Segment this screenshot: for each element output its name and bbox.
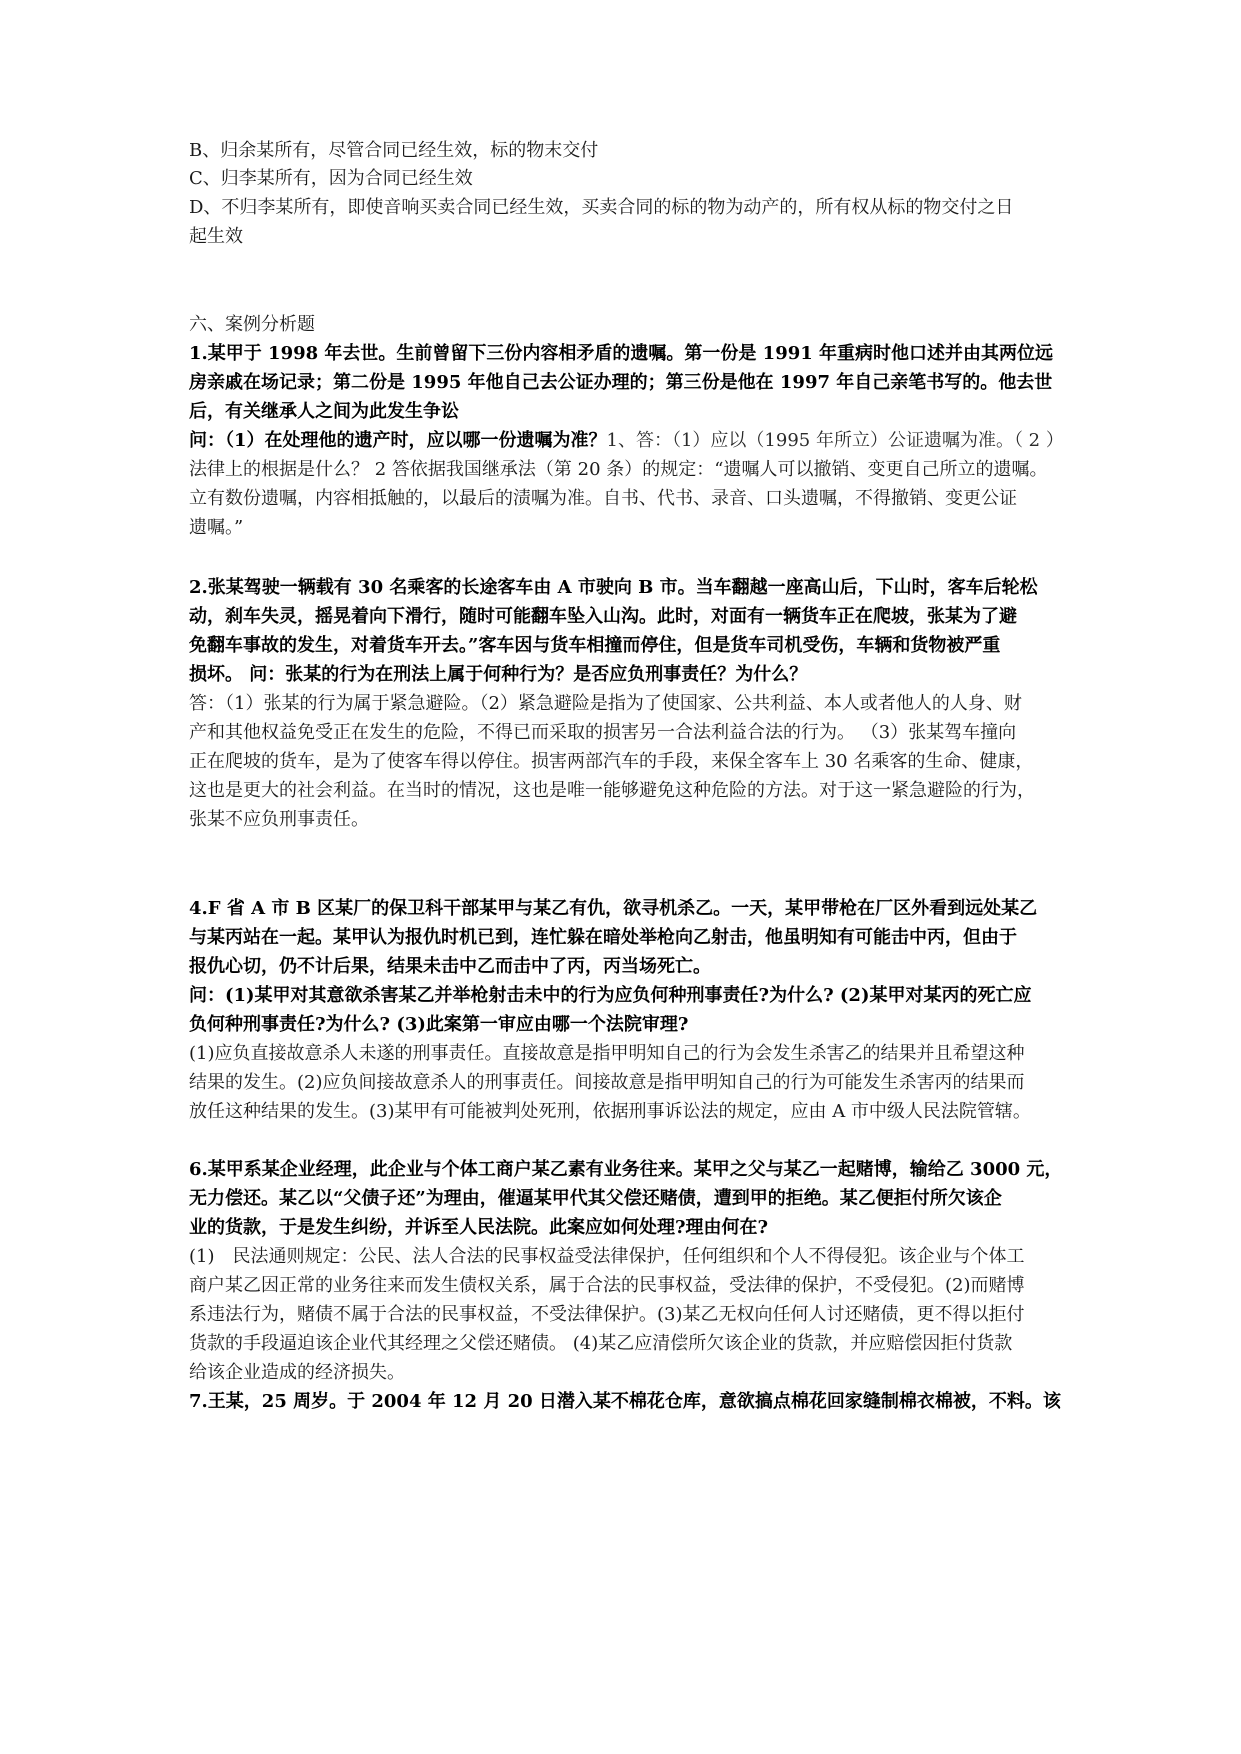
case4-answer: 放任这种结果的发生。(3)某甲有可能被判处死刑，依据刑事诉讼法的规定，应由 A 市中级人民法院管辖。 [189, 1101, 1031, 1122]
case6-answer: 给该企业造成的经济损失。 [189, 1362, 405, 1383]
option-c: C、归李某所有，因为合同已经生效 [189, 168, 473, 189]
case1-answer: 法律上的根据是什么？ 2 答依据我国继承法（第 20 条）的规定：“遗嘱人可以撤销、变更自己所立的遗嘱。 [189, 459, 1048, 480]
case6-question: 无力偿还。某乙以“父债子还”为理由，催逼某甲代其父偿还赌债，遭到甲的拒绝。某乙便拒付所欠该企 [189, 1188, 1002, 1209]
case4-ask: 问：(1)某甲对其意欲杀害某乙并举枪射击未中的行为应负何种刑事责任?为什么? (2)某甲对某丙的死亡应 [189, 985, 1032, 1006]
case6-answer: 系违法行为，赌债不属于合法的民事权益，不受法律保护。(3)某乙无权向任何人讨还赌债，更不得以拒付 [189, 1304, 1025, 1325]
option-d-cont: 起生效 [189, 226, 243, 247]
case4-answer: 结果的发生。(2)应负间接故意杀人的刑事责任。间接故意是指甲明知自己的行为可能发生杀害丙的结果而 [189, 1072, 1025, 1093]
case2-answer: 正在爬坡的货车，是为了使客车得以停住。损害两部汽车的手段，来保全客车上 30 名乘客的生命、健康， [189, 751, 1034, 772]
case4-ask: 负何种刑事责任?为什么? (3)此案第一审应由哪一个法院审理? [189, 1014, 689, 1035]
case6-answer: (1) 民法通则规定：公民、法人合法的民事权益受法律保护，任何组织和个人不得侵犯。该企业与个体工 [189, 1246, 1025, 1267]
case1-question: 房亲戚在场记录；第二份是 1995 年他自己去公证办理的；第三份是他在 1997 年自己亲笔书写的。他去世 [189, 372, 1053, 393]
case7-question: 7.王某，25 周岁。于 2004 年 12 月 20 日潜入某不棉花仓库，意欲搞点棉花回家缝制棉衣棉被，不料。该 [189, 1391, 1061, 1412]
case4-question: 报仇心切，仍不计后果，结果未击中乙而击中了丙，丙当场死亡。 [189, 956, 711, 977]
case1-ask: 问：（1）在处理他的遗产时，应以哪一份遗嘱为准？ [189, 430, 607, 451]
section-heading: 六、案例分析题 [189, 314, 315, 335]
case2-answer: 产和其他权益免受正在发生的危险，不得已而采取的损害另一合法利益合法的行为。 （3）张某驾车撞向 [189, 722, 1017, 743]
case2-question: 免翻车事故的发生，对着货车开去。”客车因与货车相撞而停住，但是货车司机受伤，车辆和货物被严重 [189, 635, 1001, 656]
case1-answer: 遗嘱。” [189, 517, 244, 538]
case4-question: 与某丙站在一起。某甲认为报仇时机已到，连忙躲在暗处举枪向乙射击，他虽明知有可能击中丙，但由于 [189, 927, 1017, 948]
case2-answer: 这也是更大的社会利益。在当时的情况，这也是唯一能够避免这种危险的方法。对于这一紧急避险的行为， [189, 780, 1035, 801]
case2-answer: 答：（1）张某的行为属于紧急避险。（2）紧急避险是指为了使国家、公共利益、本人或者他人的人身、财 [189, 693, 1022, 714]
case1-answer-start: 1、答：（1）应以（1995 年所立）公证遗嘱为准。（ 2 ） [606, 430, 1064, 451]
case4-question: 4.F 省 A 市 B 区某厂的保卫科干部某甲与某乙有仇，欲寻机杀乙。一天，某甲带枪在厂区外看到远处某乙 [189, 898, 1038, 919]
case6-answer: 货款的手段逼迫该企业代其经理之父偿还赌债。 (4)某乙应清偿所欠该企业的货款，并应赔偿因拒付货款 [189, 1333, 1013, 1354]
case6-question: 6.某甲系某企业经理，此企业与个体工商户某乙素有业务往来。某甲之父与某乙一起赌博，输给乙 3000 元， [189, 1159, 1063, 1180]
case1-ask-line [189, 430, 1069, 452]
case2-question: 动，刹车失灵，摇晃着向下滑行，随时可能翻车坠入山沟。此时，对面有一辆货车正在爬坡，张某为了避 [189, 606, 1017, 627]
option-d: D、不归李某所有，即使音响买卖合同已经生效，买卖合同的标的物为动产的，所有权从标的物交付之日 [189, 197, 1014, 218]
case2-answer: 张某不应负刑事责任。 [189, 809, 369, 830]
case1-question: 后，有关继承人之间为此发生争讼 [189, 401, 459, 422]
case2-question: 损坏。 问：张某的行为在刑法上属于何种行为？是否应负刑事责任？为什么？ [189, 664, 808, 685]
case6-answer: 商户某乙因正常的业务往来而发生债权关系，属于合法的民事权益，受法律的保护，不受侵犯。(2)而赌博 [189, 1275, 1025, 1296]
case1-answer: 立有数份遗嘱，内容相抵触的，以最后的渍嘱为准。自书、代书、录音、口头遗嘱，不得撤销、变更公证 [189, 488, 1017, 509]
case6-question: 业的货款，于是发生纠纷，并诉至人民法院。此案应如何处理?理由何在? [189, 1217, 769, 1238]
case1-question: 1.某甲于 1998 年去世。生前曾留下三份内容相矛盾的遗嘱。第一份是 1991 年重病时他口述并由其两位远 [189, 343, 1054, 364]
option-b: B、归余某所有，尽管合同已经生效，标的物末交付 [189, 140, 599, 161]
case4-answer: (1)应负直接故意杀人未遂的刑事责任。直接故意是指甲明知自己的行为会发生杀害乙的结果并且希望这种 [189, 1043, 1025, 1064]
case2-question: 2.张某驾驶一辆载有 30 名乘客的长途客车由 A 市驶向 B 市。当车翻越一座高山后，下山时，客车后轮松 [189, 577, 1038, 598]
